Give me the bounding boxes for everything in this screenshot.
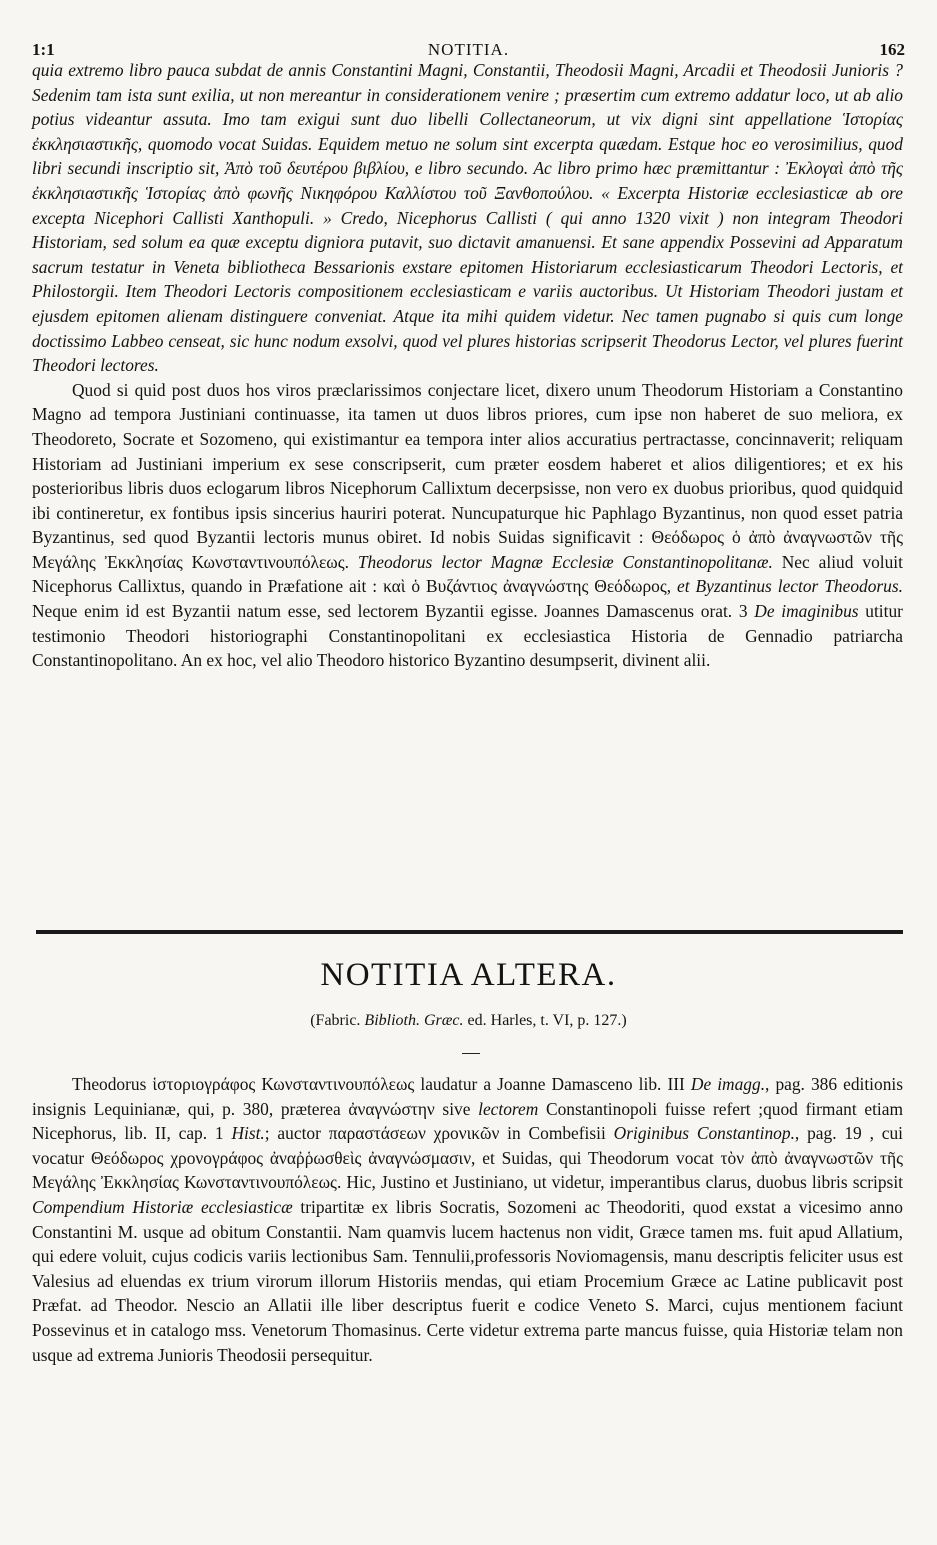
- text-run-5: , pag. 19 , cui vocatur Θεόδωρος χρονογράφος ἀναῤῥωσθεὶς ἀναγνώσμασιν, et Suidas, qui Theodorum vocat τὸν ἀπὸ ἀναγνωστῶν τῆς Μεγάλης Ἐκκλησίας Κωνσταντινουπόλεως. Hic, Justino et Justiniano, ut videtur, imperantibus clarus, duobus libris scripsit: [32, 1123, 903, 1193]
- italic-run-1: De imagg.: [690, 1074, 766, 1094]
- altera-paragraph: [32, 1072, 903, 1367]
- roman-text-d: utitur testimonio Theodori historiographi Constantinopolitani ex ecclesiastica Historia de Gennadio patriarcha Constantinopolitano. An ex hoc, vel alio Theodoro historico Byzantino desumpserit, divinent alii.: [32, 601, 903, 671]
- italic-run-2: lectorem: [478, 1098, 539, 1119]
- italic-text-b: Theodorus lector Magnæ Ecclesiæ Constantinopolitanæ.: [357, 551, 773, 572]
- short-divider: [462, 1053, 480, 1054]
- italic-paragraph: [32, 58, 903, 378]
- left-page-number: 1:1: [32, 40, 55, 59]
- text-run-1: Theodorus ἱστοριογράφος Κωνσταντινουπόλεως laudatur a Joanne Damasceno lib. III: [72, 1074, 685, 1094]
- running-title: NOTITIA.: [427, 40, 510, 59]
- italic-text-d: De imaginibus: [754, 601, 859, 622]
- text-run-4: ; auctor παραστάσεων χρονικῶν in Combefisii: [264, 1123, 606, 1144]
- italic-run-5: Compendium Historiæ ecclesiasticæ: [32, 1196, 293, 1217]
- source-details: ed. Harles, t. VI, p. 127.): [467, 1012, 627, 1029]
- notitia-body: [32, 58, 903, 673]
- text-run-2: , pag. 386 editionis insignis Lequinianæ, qui, p. 380, præterea ἀναγνώστην sive: [32, 1074, 903, 1119]
- italic-text-c: et Byzantinus lector Theodorus.: [677, 576, 903, 597]
- source-citation: [0, 1012, 937, 1030]
- section-divider: [36, 930, 903, 934]
- italic-text: quia extremo libro pauca subdat de annis Constantini Magni, Constantii, Theodosii Magni, Arcadii et Theodosii Junioris ? Sedenim tam ista sunt exilia, ut non mereantur in considerationem venire ; præsertim cum extremo addatur loco, ut ab alio potius videantur assuta. Imo tam exigui sunt duo libelli Collectaneorum, ut vix digni sint appellatione Ἱστορίας ἐκκλησιαστικῆς, quomodo vocat Suidas. Equidem metuo ne solum sint excerpta quædam. Estque hoc eo verosimilius, quod libri secundi inscriptio sit, Ἀπὸ τοῦ δευτέρου βιβλίου, e libro secundo. Ac libro primo hæc præmittantur : Ἐκλογαὶ ἀπὸ τῆς ἐκκλησιαστικῆς Ἱστορίας ἀπὸ φωνῆς Νικηφόρου Καλλίστου τοῦ Ξανθοπούλου. « Excerpta Historiæ ecclesiasticæ ab ore excepta Nicephori Callisti Xanthopuli. » Credo, Nicephorus Callisti ( qui anno 1320 vixit ) non integram Theodori Historiam, sed solum ea quæ exceptu digniora putavit, suo dictavit amanuensi. Et sane appendix Possevini ad Apparatum sacrum testatur in Veneta bibliotheca Bessarionis exstare epitomen Historiarum ecclesiasticarum Theodori Lectoris, et Philostorgii. Item Theodori Lectoris compositionem ecclesiasticam e variis auctoribus. Ut Historiam Theodori justam et ejusdem epitomen alienam distinguere conveniat. Atque ita mihi quidem videtur. Nec tamen pugnabo si quis cum longe doctissimo Labbeo censeat, sic hunc nodum exsolvi, quod vel plures historias scripserit Theodorus Lector, vel plures fuerint Theodori lectores.: [32, 60, 903, 376]
- text-run-6: tripartitæ ex libris Socratis, Sozomeni ac Theodoriti, quod exstat a vicesimo anno Constantini M. usque ad obitum Constantii. Nam quamvis lucem hactenus non vidit, Græce tamen ms. fuit apud Allatium, qui edere voluit, cujus codicis variis lectionibus Sam. Tennulii,professoris Noviomagensis, manu descriptis feliciter usus est Valesius ad eluendas ex trium virorum illorum Historiis mendas, qui etiam Procemium Græce ac Latine publicavit post Præfat. ad Theodor. Nescio an Allatii ille liber descriptus fuerit e codice Veneto S. Marci, cujus mentionem faciunt Possevinus et in catalogo mss. Venetorum Thomasinus. Certe videtur extrema parte mancus fuisse, quia Historiæ telam non usque ad extrema Junioris Theodosii persequitur.: [32, 1196, 903, 1365]
- italic-run-3: Hist.: [231, 1123, 265, 1144]
- source-title: Biblioth. Græc.: [364, 1012, 464, 1029]
- notitia-altera-body: [32, 1072, 903, 1367]
- text-run-3: Constantinopoli fuisse refert ;quod firmant etiam Nicephorus, lib. II, cap. 1: [32, 1098, 903, 1144]
- roman-text-a: Quod si quid post duos hos viros præclarissimos conjectare licet, dixero unum Theodorum Historiam a Constantino Magno ad tempora Justiniani continuasse, ita tamen ut duos libros priores, cum ipse non haberet de suo meliora, ex Theodoreto, Socrate et Sozomeno, qui existimantur ea tempora inter alios accuratius pertractasse, concinnaverit; reliquam Historiam ad Justiniani imperium ex sese conscripserit, cum præter eosdem haberet et alios diligentiores; et ex his posterioribus libris duos eclogarum libros Nicephorum Callixtum decerpsisse, non vero ex duobus prioribus, quod quidquid ibi contineretur, ex fontibus ipsis sincerius hauriri poterat. Nuncupaturque hic Paphlago Byzantinus, non quod esset patria Byzantinus, sed quod Byzantii lectoris munus obiret. Id nobis Suidas significavit : Θεόδωρος ὁ ἀπὸ ἀναγνωστῶν τῆς Μεγάλης Ἐκκλησίας Κωνσταντινουπόλεως.: [32, 379, 903, 572]
- roman-text-c: Neque enim id est Byzantii natum esse, sed lectorem Byzantii egisse. Joannes Damascenus orat. 3: [32, 601, 748, 622]
- roman-paragraph: [32, 378, 903, 673]
- italic-run-4: Originibus Constantinop.: [613, 1123, 795, 1144]
- source-open: (Fabric.: [310, 1012, 361, 1029]
- right-page-number: 162: [879, 40, 905, 59]
- section-title: NOTITIA ALTERA.: [320, 957, 617, 993]
- roman-text-b: Nec aliud voluit Nicephorus Callixtus, quando in Præfatione ait : καὶ ὁ Βυζάντιος ἀναγνώστης Θεόδωρος,: [32, 551, 903, 597]
